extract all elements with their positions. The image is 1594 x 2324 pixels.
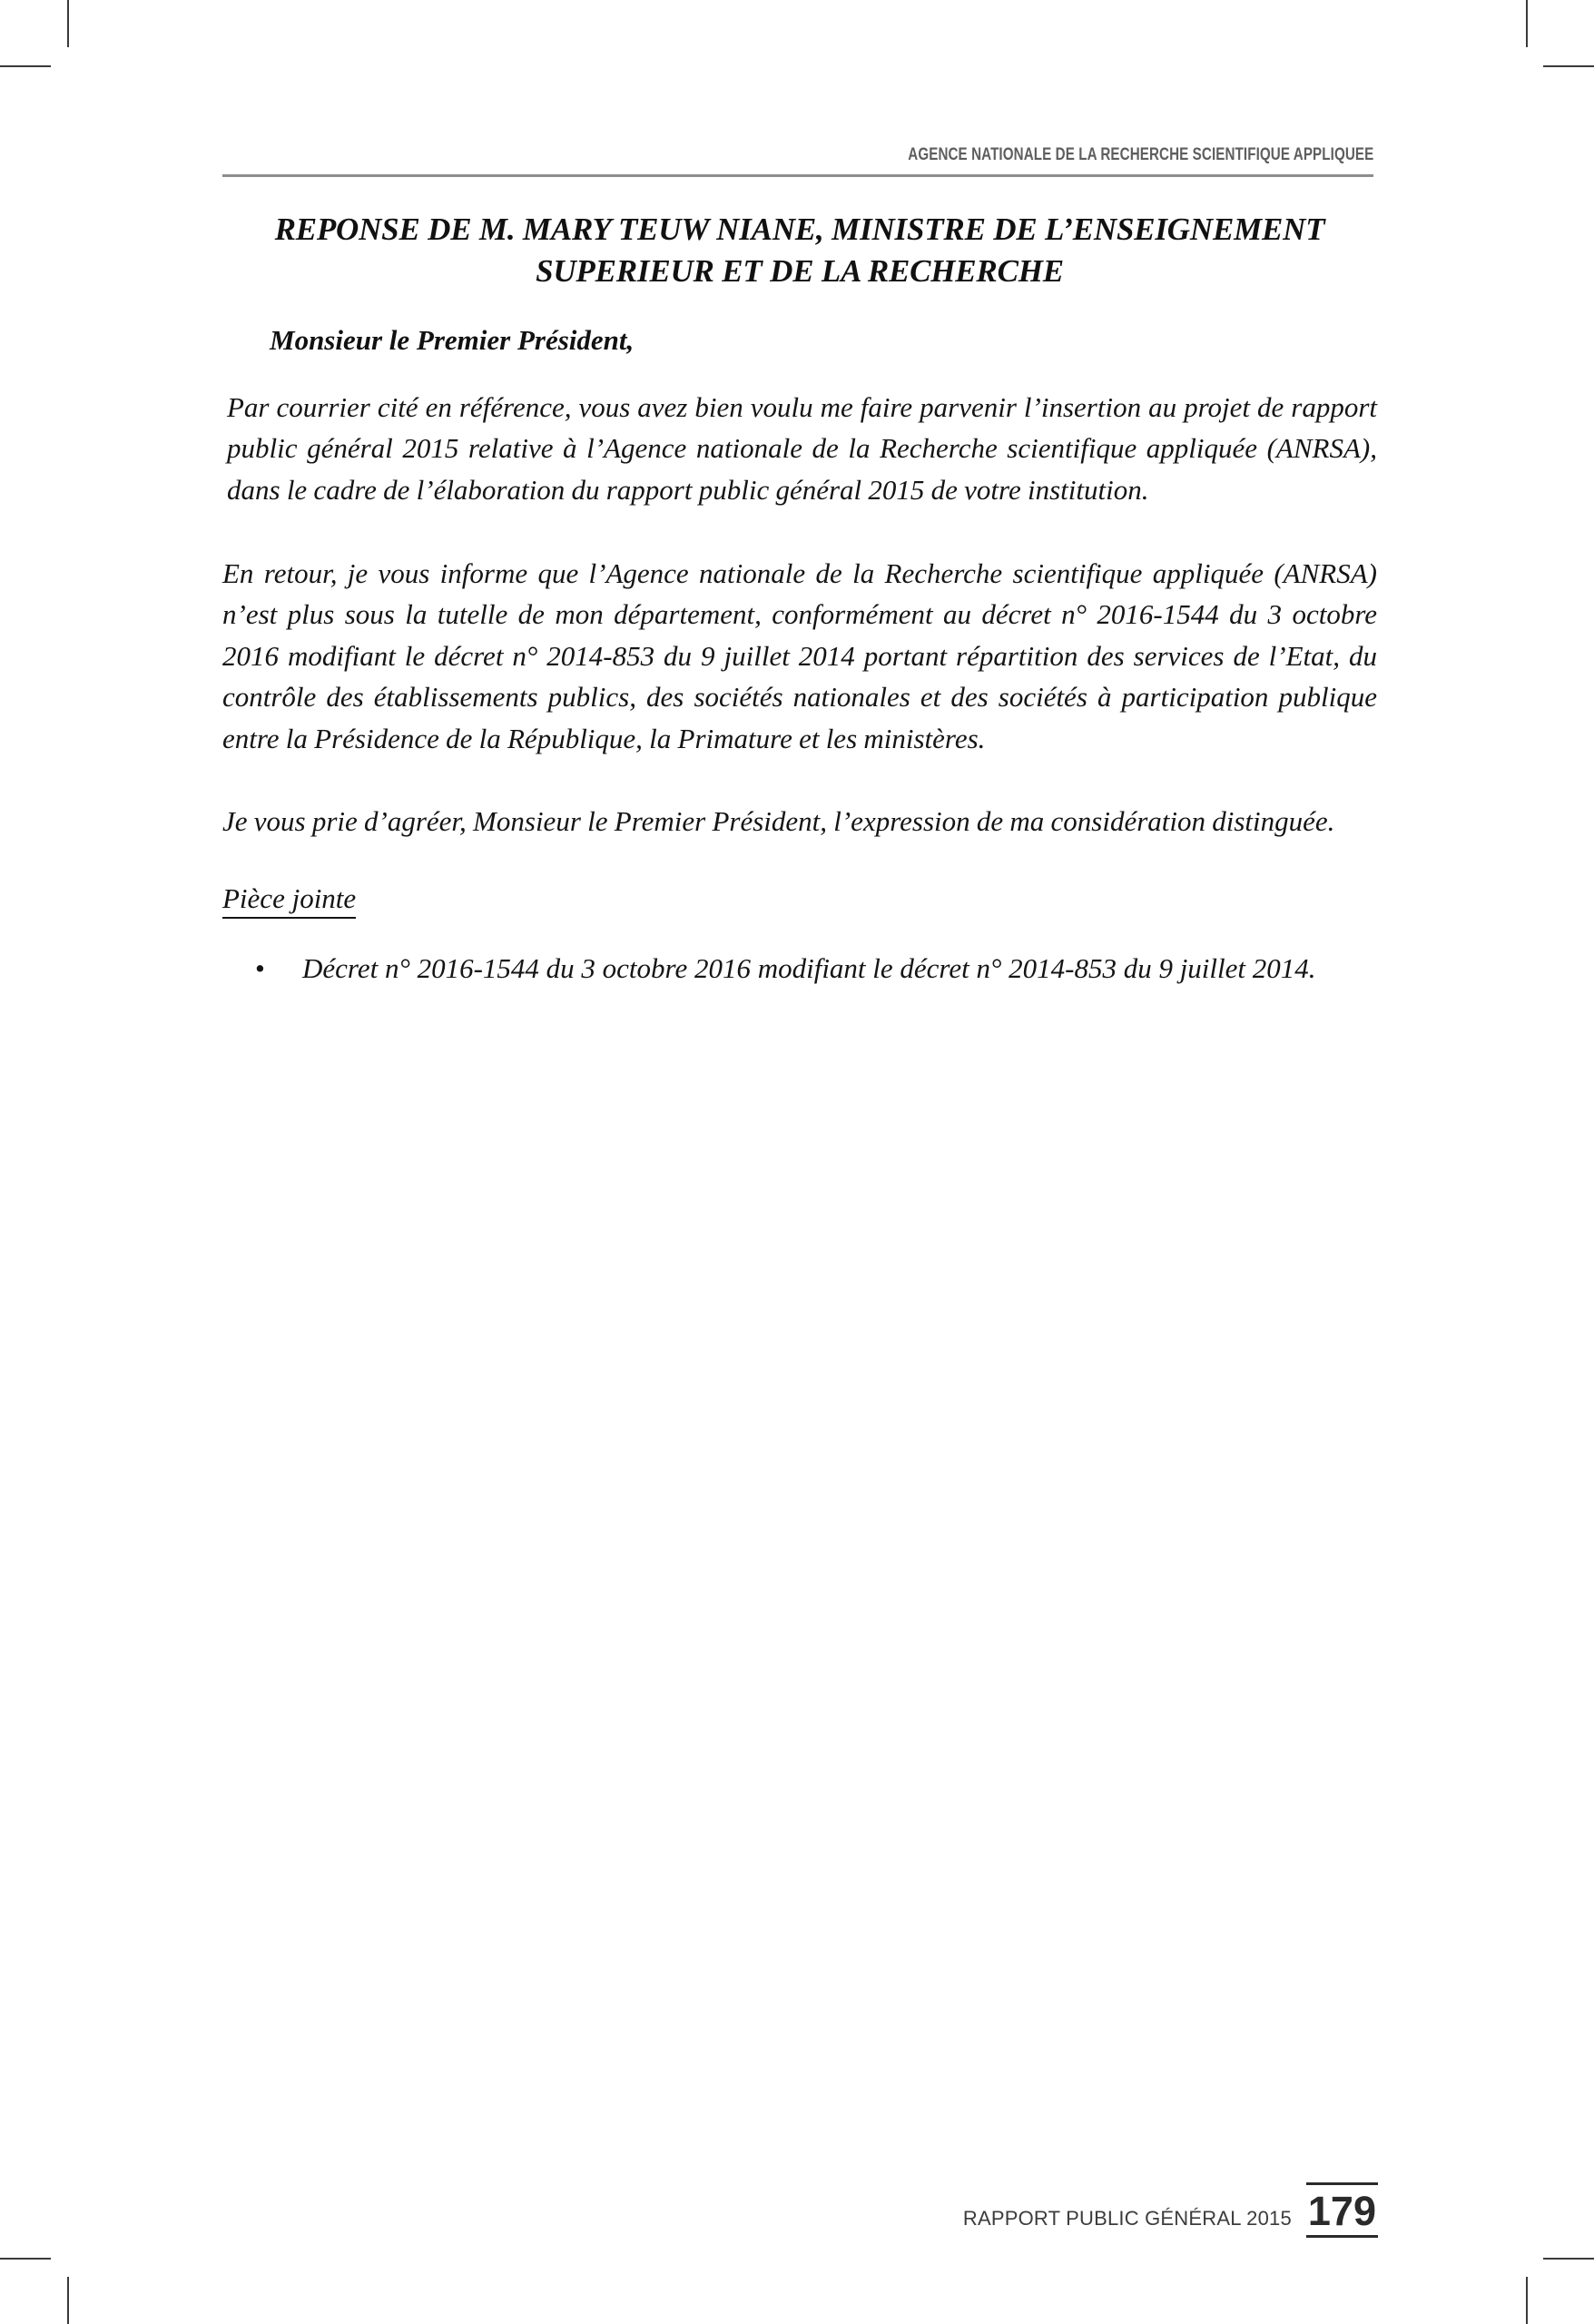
list-item-label: Décret n° 2016-1544 du 3 octobre 2016 modifiant le décret n° 2014-853 du 9 juillet 2014.: [302, 951, 1316, 984]
list-item: [222, 948, 1377, 990]
crop-mark-top-right-horizontal: [1543, 65, 1594, 67]
crop-mark-top-left-horizontal: [0, 65, 51, 67]
salutation: Monsieur le Premier Président,: [270, 324, 635, 356]
crop-mark-top-left-vertical: [67, 0, 69, 47]
page-number: 179: [1306, 2182, 1378, 2238]
running-head: [222, 145, 1373, 165]
attachment-heading-text: Pièce jointe: [222, 882, 356, 919]
crop-mark-bottom-left-vertical: [67, 2277, 69, 2324]
crop-mark-bottom-right-vertical: [1526, 2277, 1528, 2324]
body-paragraph-1: Par courrier cité en référence, vous avez bien voulu me faire parvenir l’insertion au projet de rapport public général 2015 relative à l’Agence nationale de la Recherche scientifique appliquée (ANRSA), dans le cadre de l’élaboration du rapport public général 2015 de votre institution.: [227, 390, 1377, 507]
body-paragraph-2: En retour, je vous informe que l’Agence nationale de la Recherche scientifique appliquée (ANRSA) n’est plus sous la tutelle de mon département, conformément au décret n° 2016-1544 du 3 octobre 2016 modifiant le décret n° 2014-853 du 9 juillet 2014 portant répartition des services de l’Etat, du contrôle des établissements publics, des sociétés nationales et des sociétés à participation publique entre la Présidence de la République, la Primature et les ministères.: [222, 556, 1377, 754]
crop-mark-top-right-vertical: [1526, 0, 1528, 47]
attachment-heading: [222, 882, 1377, 915]
body-paragraph-3: Je vous prie d’agréer, Monsieur le Premier Président, l’expression de ma considération distinguée.: [222, 805, 1335, 838]
attachment-list: [222, 948, 1377, 990]
page-footer: [963, 2182, 1378, 2238]
crop-mark-bottom-right-horizontal: [1543, 2258, 1594, 2260]
crop-mark-bottom-left-horizontal: [0, 2258, 51, 2260]
footer-label: RAPPORT PUBLIC GÉNÉRAL 2015: [962, 2207, 1292, 2230]
running-head-text: AGENCE NATIONALE DE LA RECHERCHE SCIENTIFIQUE APPLIQUEE: [907, 145, 1373, 164]
page-title: REPONSE DE M. MARY TEUW NIANE, MINISTRE DE L’ENSEIGNEMENT SUPERIEUR ET DE LA RECHERCHE: [274, 212, 1325, 289]
page-content: [222, 209, 1377, 990]
header-rule: [222, 174, 1373, 177]
bullet-icon: •: [255, 951, 265, 984]
